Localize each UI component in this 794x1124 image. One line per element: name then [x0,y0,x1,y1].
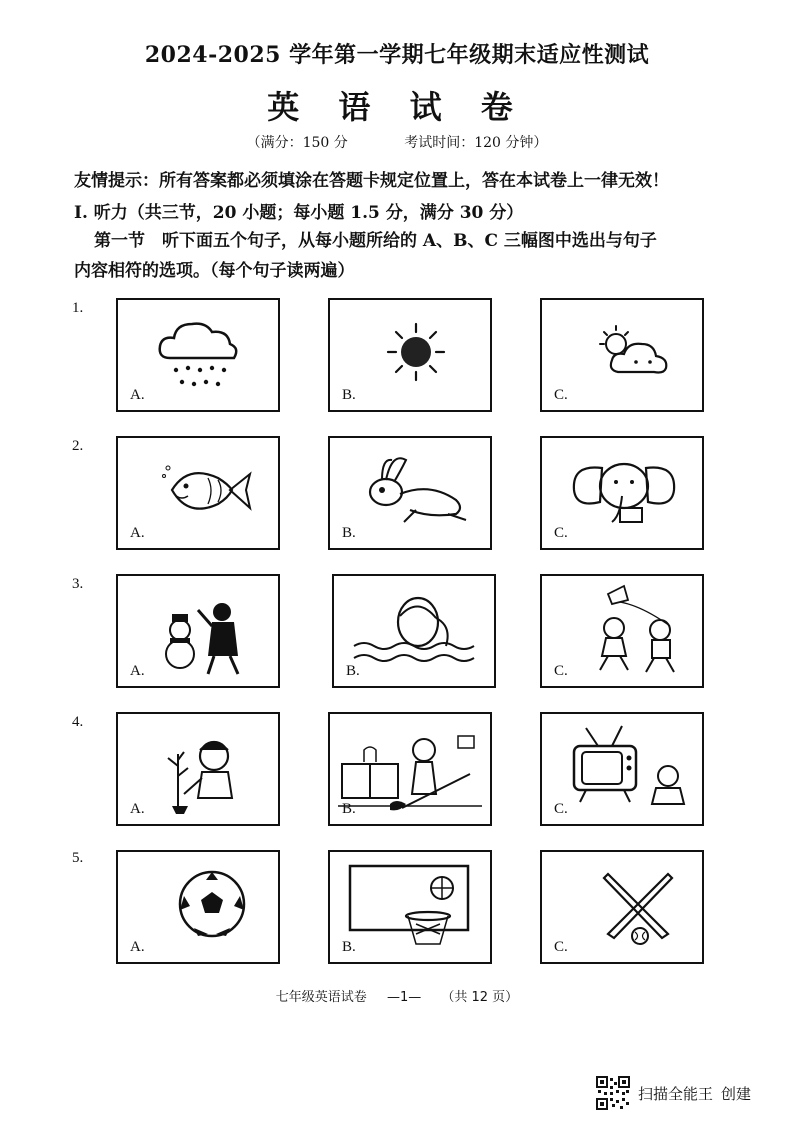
option-label: C. [554,801,568,817]
question-5-option-c[interactable] [540,850,704,964]
scanner-action: 创建 [721,1084,752,1103]
page-footer [0,986,794,1005]
footer-total-pages: （共 12 页） [441,990,519,1005]
option-label: B. [342,387,356,403]
question-4-option-b[interactable] [328,712,492,826]
question-2-option-a[interactable] [116,436,280,550]
question-1-option-a[interactable] [116,298,280,412]
exam-subject: 英 语 试 卷 [267,88,527,126]
scanner-app-name: 扫描全能王 [638,1084,714,1103]
question-number: 2. [72,438,84,454]
instruction-line-1: 第一节 听下面五个句子，从每小题所给的 A、B、C 三幅图中选出与句子 [94,231,657,251]
section-title: Ⅰ. 听力（共三节，20 小题；每小题 1.5 分，满分 30 分） [74,203,524,223]
exam-meta [0,132,794,152]
footer-course: 七年级英语试卷 [275,990,367,1005]
instruction-line-2: 内容相符的选项。（每个句子读两遍） [74,261,355,281]
option-label: A. [130,939,145,955]
qr-code-icon [596,1076,630,1110]
question-number: 1. [72,300,84,316]
option-label: A. [130,801,145,817]
option-label: C. [554,525,568,541]
question-3-option-c[interactable] [540,574,704,688]
question-2-option-c[interactable] [540,436,704,550]
friendly-notice: 友情提示：所有答案都必须填涂在答题卡规定位置上，答在本试卷上一律无效！ [74,171,669,191]
option-label: A. [130,387,145,403]
question-number: 4. [72,714,84,730]
part-instruction [74,226,734,286]
option-label: B. [342,801,356,817]
option-label: B. [346,663,360,679]
question-5-option-b[interactable] [328,850,492,964]
option-label: C. [554,387,568,403]
option-label: B. [342,525,356,541]
option-label: A. [130,525,145,541]
question-5-option-a[interactable] [116,850,280,964]
question-1-option-c[interactable] [540,298,704,412]
question-number: 3. [72,576,84,592]
option-label: A. [130,663,145,679]
question-2-option-b[interactable] [328,436,492,550]
exam-title: 2024-2025 学年第一学期七年级期末适应性测试 [144,42,650,68]
footer-page-number: —1— [386,990,422,1005]
question-4-option-a[interactable] [116,712,280,826]
scanner-watermark [596,1076,751,1110]
full-score: （满分：150 分 [246,135,348,151]
question-1-option-b[interactable] [328,298,492,412]
question-4-option-c[interactable] [540,712,704,826]
option-label: C. [554,663,568,679]
question-3-option-b[interactable] [332,574,496,688]
question-3-option-a[interactable] [116,574,280,688]
option-label: C. [554,939,568,955]
option-label: B. [342,939,356,955]
exam-time: 考试时间：120 分钟） [404,135,548,151]
question-number: 5. [72,850,84,866]
